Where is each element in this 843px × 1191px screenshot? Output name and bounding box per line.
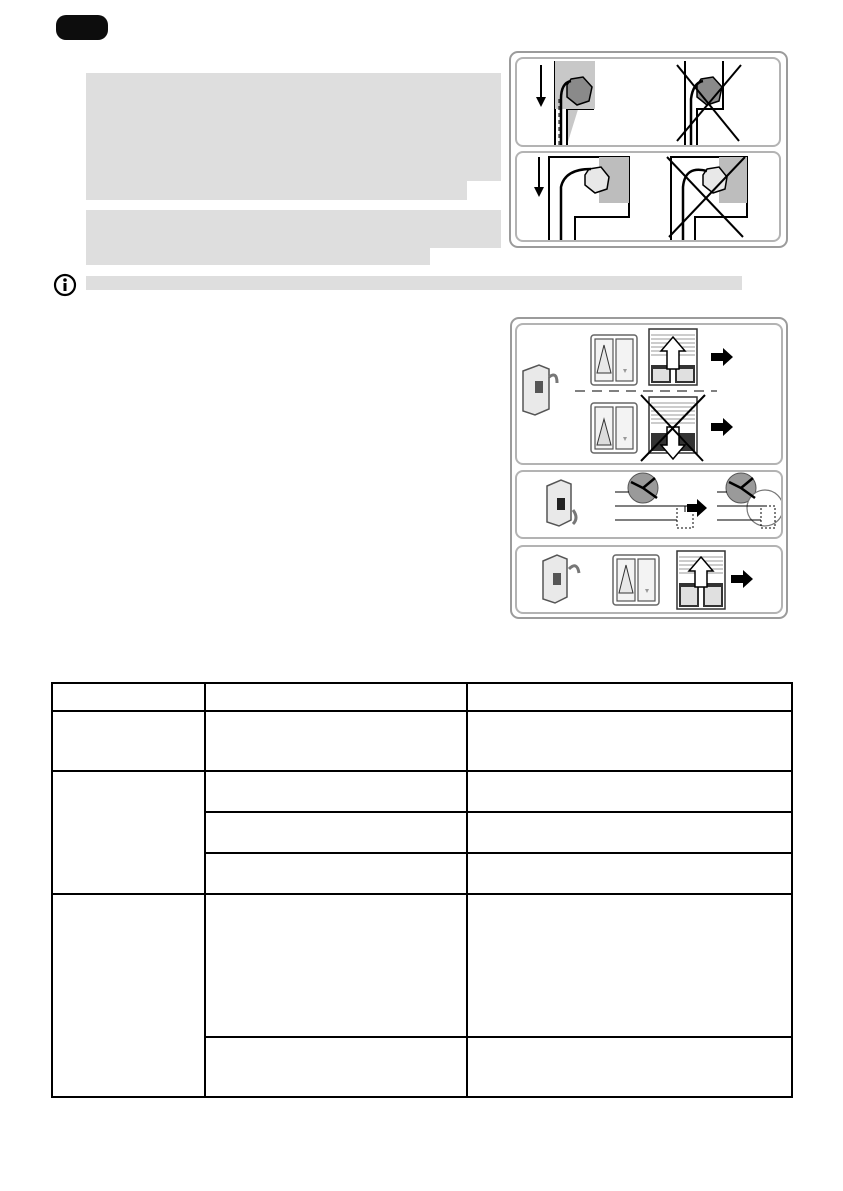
- cause-cell: [205, 894, 467, 1037]
- limit-setup-figure: [510, 317, 788, 619]
- cable-routing-diagram-bottom: [517, 153, 779, 240]
- solution-cell: [467, 812, 792, 853]
- intro-text-block-1: [86, 73, 501, 200]
- table-header-row: [52, 683, 792, 711]
- solution-cell: [467, 771, 792, 812]
- limit-setup-diagram-1: [517, 325, 781, 463]
- cause-cell: [205, 771, 467, 812]
- intro-text-highlight-2: [86, 210, 501, 265]
- note-text-highlight: [86, 276, 742, 290]
- solution-cell: [467, 711, 792, 771]
- limit-setup-panel-3: [515, 545, 783, 614]
- limit-setup-panel-1: [515, 323, 783, 465]
- solution-cell: [467, 853, 792, 894]
- table-row: [52, 711, 792, 771]
- info-icon: [53, 273, 77, 302]
- cross-out-icon: [677, 65, 741, 141]
- table-row: [52, 894, 792, 1037]
- switch-button-icon: [591, 335, 637, 385]
- limit-setup-panel-2: [515, 470, 783, 539]
- down-arrow-icon: [536, 65, 546, 107]
- problem-cell: [52, 711, 205, 771]
- problem-cell: [52, 894, 205, 1097]
- cable-routing-panel-bottom: [515, 151, 781, 242]
- cable-routing-diagram-top: [517, 59, 779, 145]
- shutter-up-icon: [649, 329, 697, 385]
- cable-routing-figure: [509, 51, 788, 248]
- solution-cell: [467, 1037, 792, 1097]
- right-arrow-icon: [711, 348, 733, 366]
- troubleshooting-table: [51, 682, 793, 1098]
- wiring-icon: [517, 472, 781, 537]
- column-header-cause: [205, 683, 467, 711]
- intro-text-block-2: [86, 210, 501, 265]
- column-header-problem: [52, 683, 205, 711]
- circuit-breaker-icon: [523, 365, 557, 415]
- column-header-solution: [467, 683, 792, 711]
- cause-cell: [205, 1037, 467, 1097]
- cause-cell: [205, 812, 467, 853]
- cause-cell: [205, 853, 467, 894]
- problem-cell: [52, 771, 205, 894]
- intro-text-highlight-1: [86, 73, 501, 200]
- language-badge: [56, 15, 108, 40]
- solution-cell: [467, 894, 792, 1037]
- limit-setup-diagram-3: [517, 547, 781, 612]
- table-row: [52, 771, 792, 812]
- cause-cell: [205, 711, 467, 771]
- cable-routing-panel-top: [515, 57, 781, 147]
